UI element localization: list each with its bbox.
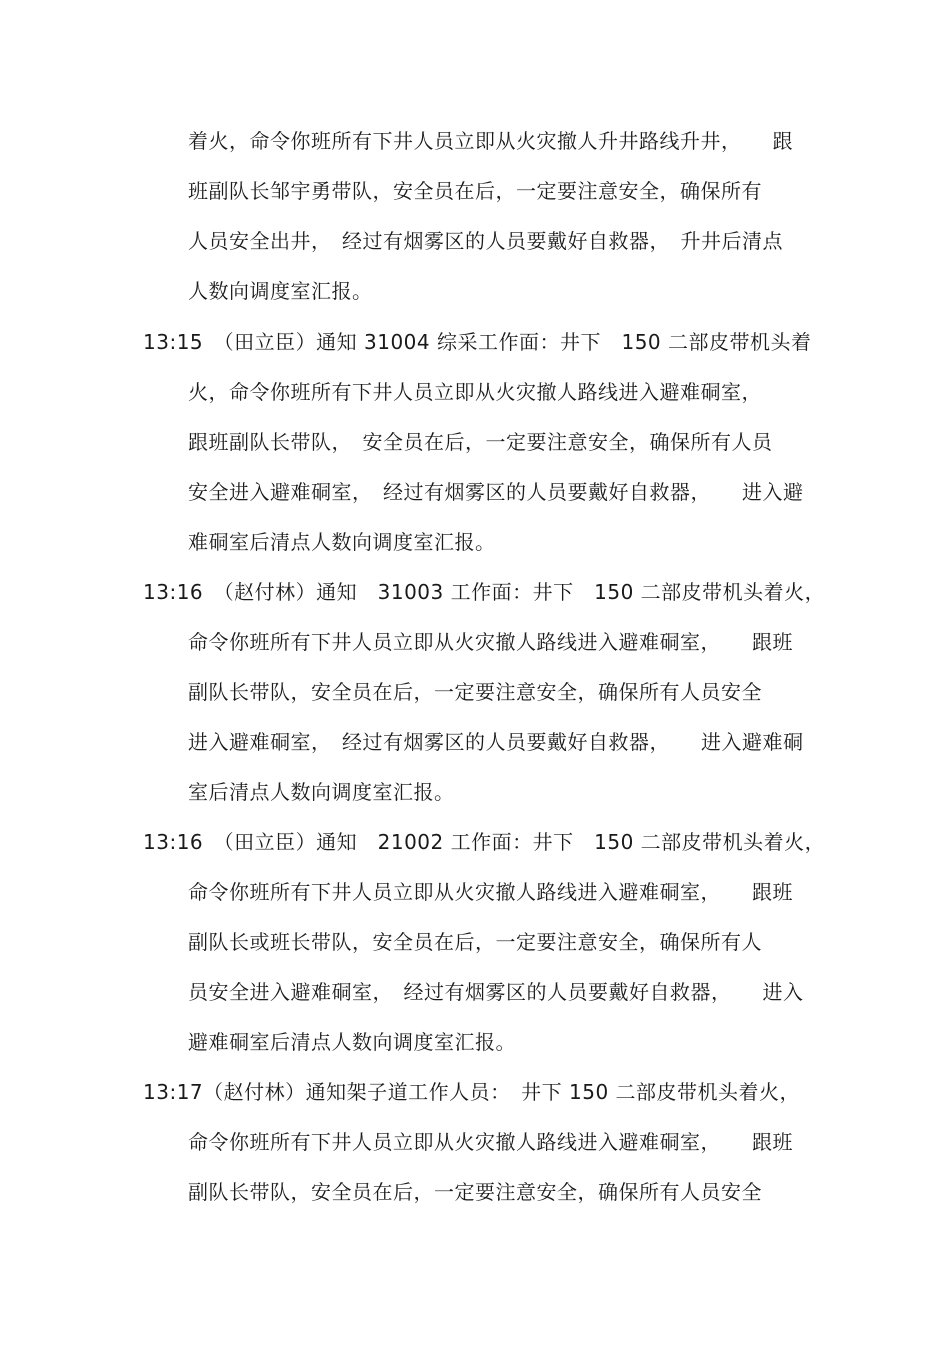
log-entry-line: 13:15 （田立臣）通知 31004 综采工作面：井下 150 二部皮带机头着 <box>143 330 812 354</box>
text-line: 班副队长邹宇勇带队，安全员在后，一定要注意安全，确保所有 <box>188 179 762 203</box>
text-line: 副队长带队，安全员在后，一定要注意安全，确保所有人员安全 <box>188 1180 762 1204</box>
text-line: 着火，命令你班所有下井人员立即从火灾撤人升井路线升井， 跟 <box>188 129 793 153</box>
text-line: 副队长或班长带队，安全员在后，一定要注意安全，确保所有人 <box>188 930 762 954</box>
text-line: 难硐室后清点人数向调度室汇报。 <box>188 530 496 554</box>
text-line: 命令你班所有下井人员立即从火灾撤人路线进入避难硐室， 跟班 <box>188 630 793 654</box>
text-line: 员安全进入避难硐室， 经过有烟雾区的人员要戴好自救器， 进入 <box>188 980 804 1004</box>
log-entry-line: 13:16 （赵付林）通知 31003 工作面：井下 150 二部皮带机头着火， <box>143 580 826 604</box>
text-line: 命令你班所有下井人员立即从火灾撤人路线进入避难硐室， 跟班 <box>188 880 793 904</box>
text-line: 人员安全出井， 经过有烟雾区的人员要戴好自救器， 升井后清点 <box>188 229 783 253</box>
text-line: 命令你班所有下井人员立即从火灾撤人路线进入避难硐室， 跟班 <box>188 1130 793 1154</box>
text-line: 避难硐室后清点人数向调度室汇报。 <box>188 1030 516 1054</box>
text-line: 进入避难硐室， 经过有烟雾区的人员要戴好自救器， 进入避难硐 <box>188 730 804 754</box>
text-line: 跟班副队长带队， 安全员在后，一定要注意安全，确保所有人员 <box>188 430 773 454</box>
text-line: 火，命令你班所有下井人员立即从火灾撤人路线进入避难硐室， <box>188 380 762 404</box>
text-line: 副队长带队，安全员在后，一定要注意安全，确保所有人员安全 <box>188 680 762 704</box>
text-line: 室后清点人数向调度室汇报。 <box>188 780 455 804</box>
log-entry-line: 13:16 （田立臣）通知 21002 工作面：井下 150 二部皮带机头着火， <box>143 830 826 854</box>
text-line: 人数向调度室汇报。 <box>188 279 373 303</box>
log-entry-line: 13:17（赵付林）通知架子道工作人员： 井下 150 二部皮带机头着火， <box>143 1080 801 1104</box>
text-line: 安全进入避难硐室， 经过有烟雾区的人员要戴好自救器， 进入避 <box>188 480 804 504</box>
